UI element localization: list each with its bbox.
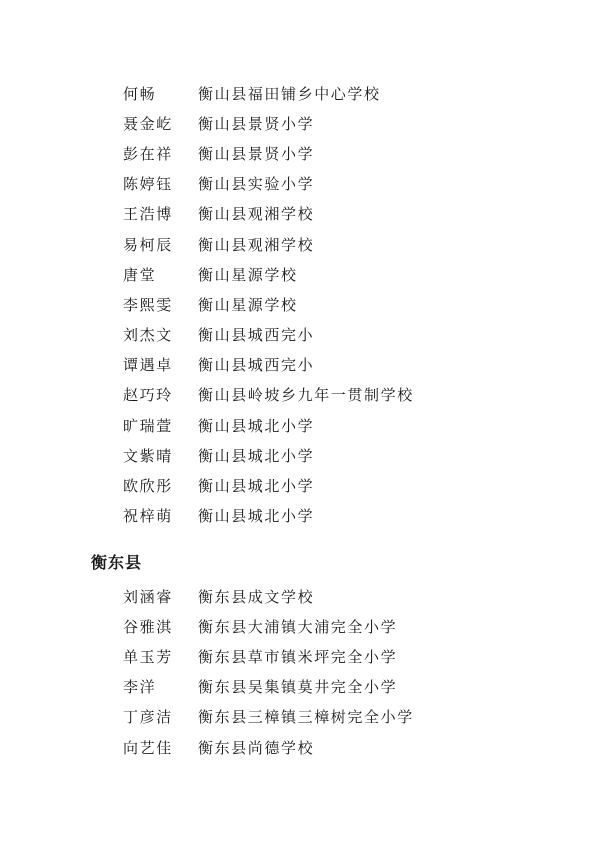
- student-name: 文紫晴: [123, 446, 173, 465]
- list-item: [123, 672, 563, 702]
- school-name: 衡山县景贤小学: [198, 144, 315, 163]
- student-name: 旷瑞萱: [123, 416, 173, 435]
- student-name: 谭遇卓: [123, 356, 173, 375]
- list-item: [123, 350, 563, 380]
- school-name: 衡东县大浦镇大浦完全小学: [198, 617, 398, 636]
- school-name: 衡山县景贤小学: [198, 114, 315, 133]
- school-name: 衡山县城北小学: [198, 477, 315, 496]
- student-name: 赵巧玲: [123, 386, 173, 405]
- student-name: 易柯辰: [123, 235, 173, 254]
- list-item: [123, 410, 563, 440]
- school-name: 衡山星源学校: [198, 295, 298, 314]
- student-name: 李熙雯: [123, 295, 173, 314]
- list-item: [123, 581, 563, 611]
- school-name: 衡山县观湘学校: [198, 235, 315, 254]
- school-name: 衡东县尚德学校: [198, 738, 315, 757]
- school-name: 衡东县吴集镇莫井完全小学: [198, 678, 398, 697]
- student-name: 祝梓萌: [123, 507, 173, 526]
- list-item: [123, 470, 563, 500]
- list-item: [123, 732, 563, 762]
- school-name: 衡东县三樟镇三樟树完全小学: [198, 708, 414, 727]
- student-name: 陈婷钰: [123, 175, 173, 194]
- school-name: 衡山县福田铺乡中心学校: [198, 84, 381, 103]
- list-item: [123, 611, 563, 641]
- school-name: 衡山县实验小学: [198, 175, 315, 194]
- student-name: 唐堂: [123, 265, 157, 284]
- list-item: [123, 440, 563, 470]
- school-name: 衡山县城北小学: [198, 416, 315, 435]
- school-name: 衡山县城西完小: [198, 356, 315, 375]
- list-item: [123, 320, 563, 350]
- student-name: 欧欣彤: [123, 477, 173, 496]
- student-name: 向艺佳: [123, 738, 173, 757]
- list-item: [123, 229, 563, 259]
- list-item: [123, 380, 563, 410]
- student-name: 丁彦洁: [123, 708, 173, 727]
- student-name: 李洋: [123, 678, 157, 697]
- list-item: [123, 702, 563, 732]
- student-name: 刘杰文: [123, 326, 173, 345]
- list-item: [123, 78, 563, 108]
- school-name: 衡东县成文学校: [198, 587, 315, 606]
- list-item: [123, 169, 563, 199]
- student-name: 王浩博: [123, 205, 173, 224]
- school-name: 衡山县城北小学: [198, 446, 315, 465]
- hengshan-student-list: [123, 78, 563, 531]
- school-name: 衡山县观湘学校: [198, 205, 315, 224]
- school-name: 衡山县岭坡乡九年一贯制学校: [198, 386, 414, 405]
- school-name: 衡东县草市镇米坪完全小学: [198, 647, 398, 666]
- school-name: 衡山县城西完小: [198, 326, 315, 345]
- student-name: 彭在祥: [123, 144, 173, 163]
- list-item: [123, 641, 563, 671]
- list-item: [123, 108, 563, 138]
- list-item: [123, 259, 563, 289]
- student-name: 聂金屹: [123, 114, 173, 133]
- student-name: 单玉芳: [123, 647, 173, 666]
- county-heading: 衡东县: [91, 553, 143, 572]
- student-name: 何畅: [123, 84, 157, 103]
- school-name: 衡山星源学校: [198, 265, 298, 284]
- list-item: [123, 289, 563, 319]
- list-item: [123, 501, 563, 531]
- school-name: 衡山县城北小学: [198, 507, 315, 526]
- list-item: [123, 138, 563, 168]
- student-name: 谷雅淇: [123, 617, 173, 636]
- hengdong-student-list: [123, 581, 563, 762]
- student-name: 刘涵睿: [123, 587, 173, 606]
- list-item: [123, 199, 563, 229]
